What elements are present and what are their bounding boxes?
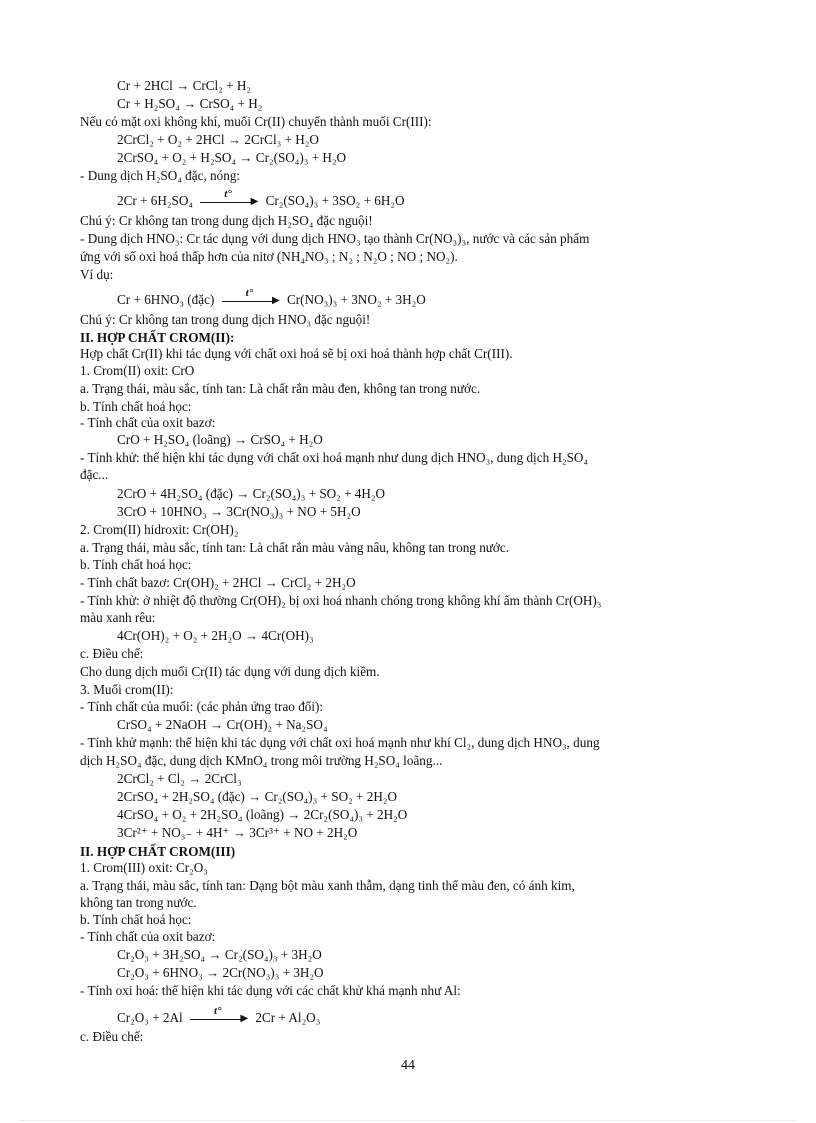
text-line: Chú ý: Cr không tan trong dung dịch HNO₃ đặc nguội! [80, 312, 371, 327]
equation-line: 3Cr²⁺ + NO₃₋ + 4H⁺ → 3Cr³⁺ + NO + 2H₂O [117, 825, 358, 840]
text-line: - Tính chất của oxit bazơ: [80, 415, 216, 430]
text-line: - Tính chất bazơ: Cr(OH)₂ + 2HCl → CrCl₂ + 2H₂O [80, 575, 356, 590]
text-line: Chú ý: Cr không tan trong dung dịch H₂SO₄ đặc nguội! [80, 213, 373, 228]
text-line: - Dung dịch HNO₃: Cr tác dụng với dung dịch HNO₃ tạo thành Cr(NO₃)₃, nước và các sản phẩm [80, 231, 590, 246]
equation-line: 2CrSO₄ + O₂ + H₂SO₄ → Cr₂(SO₄)₃ + H₂O [117, 150, 347, 165]
equation-line: Cr + 2HCl → CrCl₂ + H₂ [117, 78, 251, 93]
text-line: dịch H₂SO₄ đặc, dung dịch KMnO₄ trong môi trường H₂SO₄ loãng... [80, 753, 443, 768]
heat-arrow-icon: t° ▶ [222, 294, 280, 308]
text-line: ứng với số oxi hoá thấp hơn của nitơ (NH₄NO₃ ; N₂ ; N₂O ; NO ; NO₂). [80, 249, 458, 264]
text-line: - Tính oxi hoá: thể hiện khi tác dụng với các chất khử khá mạnh như Al: [80, 983, 461, 998]
text-line: Cho dung dịch muối Cr(II) tác dụng với dung dịch kiềm. [80, 664, 380, 679]
text-line: a. Trạng thái, màu sắc, tính tan: Dạng bột màu xanh thẫm, dạng tinh thể màu đen, có ánh kim, [80, 878, 575, 893]
text-line: - Tính khử: thể hiện khi tác dụng với chất oxi hoá mạnh như dung dịch HNO₃, dung dịch H₂SO₄ [80, 450, 589, 465]
text-line: - Tính khử: ở nhiệt độ thường Cr(OH)₂ bị oxi hoá nhanh chóng trong không khí ẩm thành Cr(OH)₃ [80, 593, 602, 608]
text-line: - Dung dịch H₂SO₄ đặc, nóng: [80, 168, 241, 183]
heat-arrow-icon: t° ▶ [200, 195, 258, 209]
text-line: 1. Crom(III) oxit: Cr₂O₃ [80, 860, 208, 875]
text-line: - Tính khử mạnh: thể hiện khi tác dụng với chất oxi hoá mạnh như khí Cl₂, dung dịch HNO₃, dung [80, 735, 600, 750]
equation-line: Cr₂O₃ + 6HNO₃ → 2Cr(NO₃)₃ + 3H₂O [117, 965, 324, 980]
text-line: b. Tính chất hoá học: [80, 557, 192, 572]
text-line: đặc... [80, 467, 109, 482]
equation-line: CrO + H₂SO₄ (loãng) → CrSO₄ + H₂O [117, 432, 323, 447]
text-line: Hợp chất Cr(II) khi tác dụng với chất oxi hoá sẽ bị oxi hoá thành hợp chất Cr(III). [80, 346, 513, 361]
text-line: 2. Crom(II) hidroxit: Cr(OH)₂ [80, 522, 239, 537]
equation-line: Cr₂O₃ + 3H₂SO₄ → Cr₂(SO₄)₃ + 3H₂O [117, 947, 322, 962]
text-line: Nếu có mặt oxi không khí, muối Cr(II) chuyển thành muối Cr(III): [80, 114, 432, 129]
equation-line: 3CrO + 10HNO₃ → 3Cr(NO₃)₃ + NO + 5H₂O [117, 504, 361, 519]
section-heading: II. HỢP CHẤT CROM(II): [80, 330, 235, 345]
text-line: 1. Crom(II) oxit: CrO [80, 363, 195, 378]
text-line: b. Tính chất hoá học: [80, 912, 192, 927]
equation-line: Cr + H₂SO₄ → CrSO₄ + H₂ [117, 96, 263, 111]
text-line: b. Tính chất hoá học: [80, 399, 192, 414]
text-line: c. Điều chế: [80, 646, 144, 661]
equation-line: 4Cr(OH)₂ + O₂ + 2H₂O → 4Cr(OH)₃ [117, 628, 314, 643]
text-line: - Tính chất của muối: (các phản ứng trao đổi): [80, 699, 324, 714]
text-line: - Tính chất của oxit bazơ: [80, 929, 216, 944]
equation-line: 2CrCl₂ + Cl₂ → 2CrCl₃ [117, 771, 242, 786]
page-number: 44 [401, 1058, 415, 1073]
text-line: Ví dụ: [80, 267, 114, 282]
heat-arrow-icon: t° ▶ [190, 1012, 248, 1026]
equation-line: CrSO₄ + 2NaOH → Cr(OH)₂ + Na₂SO₄ [117, 717, 328, 732]
equation-line: 2CrO + 4H₂SO₄ (đặc) → Cr₂(SO₄)₃ + SO₂ + 4H₂O [117, 486, 386, 501]
text-line: a. Trạng thái, màu sắc, tính tan: Là chất rắn màu vàng nâu, không tan trong nước. [80, 540, 510, 555]
equation-line: 2CrSO₄ + 2H₂SO₄ (đặc) → Cr₂(SO₄)₃ + SO₂ + 2H₂O [117, 789, 397, 804]
equation-line: Cr + 6HNO₃ (đặc) t° ▶ Cr(NO₃)₃ + 3NO₂ + 3H₂O [117, 286, 426, 307]
text-line: c. Điều chế: [80, 1029, 144, 1044]
footer-divider [20, 1120, 796, 1121]
equation-line: 2Cr + 6H₂SO₄ t° ▶ Cr₂(SO₄)₃ + 3SO₂ + 6H₂O [117, 187, 405, 208]
text-line: màu xanh rêu: [80, 610, 156, 625]
section-heading: II. HỢP CHẤT CROM(III) [80, 844, 236, 859]
text-line: a. Trạng thái, màu sắc, tính tan: Là chất rắn màu đen, không tan trong nước. [80, 381, 481, 396]
text-line: 3. Muối crom(II): [80, 682, 174, 697]
text-line: không tan trong nước. [80, 895, 197, 910]
equation-line: 4CrSO₄ + O₂ + 2H₂SO₄ (loãng) → 2Cr₂(SO₄)₃ + 2H₂O [117, 807, 408, 822]
equation-line: 2CrCl₂ + O₂ + 2HCl → 2CrCl₃ + H₂O [117, 132, 319, 147]
equation-line: Cr₂O₃ + 2Al t° ▶ 2Cr + Al₂O₃ [117, 1004, 321, 1025]
